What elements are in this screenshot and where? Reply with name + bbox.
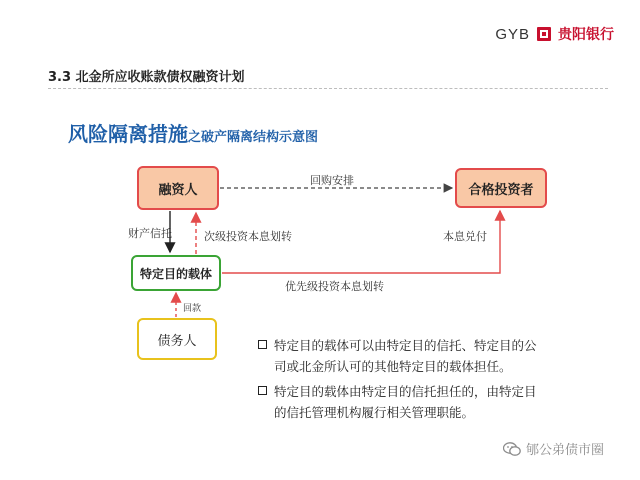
heading-main: 风险隔离措施	[68, 122, 188, 146]
label-principal-interest: 本息兑付	[443, 230, 487, 243]
label-subordinate: 次级投资本息划转	[204, 230, 292, 243]
label-repayment: 回款	[183, 304, 202, 314]
note-text: 特定目的载体可以由特定目的信托、特定目的公司或北金所认可的其他特定目的载体担任。	[274, 338, 537, 374]
brand-code: GYB	[495, 25, 530, 43]
node-debtor: 债务人	[137, 318, 217, 360]
label-senior: 优先级投资本息划转	[285, 280, 384, 293]
note-item	[258, 335, 548, 377]
wechat-icon	[503, 442, 521, 456]
bullet-square-icon	[258, 386, 267, 395]
node-spv: 特定目的载体	[131, 255, 221, 291]
node-financier: 融资人	[137, 166, 219, 210]
node-investor: 合格投资者	[455, 168, 547, 208]
watermark-text: 郇公弟债市圈	[525, 443, 604, 458]
notes-list	[258, 335, 548, 427]
bullet-square-icon	[258, 340, 267, 349]
section-title: 3.3 北金所应收账款债权融资计划	[48, 70, 245, 85]
label-property-trust: 财产信托	[128, 227, 172, 240]
watermark	[503, 439, 604, 458]
label-buyback: 回购安排	[310, 174, 354, 187]
note-item	[258, 381, 548, 423]
brand-name: 贵阳银行	[558, 27, 614, 43]
note-text: 特定目的载体由特定目的信托担任的，由特定目的信托管理机构履行相关管理职能。	[274, 384, 537, 420]
heading-sub: 之破产隔离结构示意图	[188, 130, 319, 145]
